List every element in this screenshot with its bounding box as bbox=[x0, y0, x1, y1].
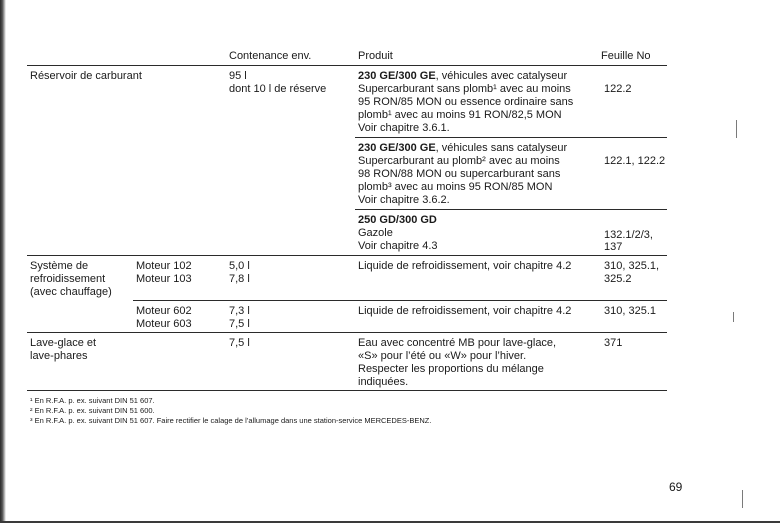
scan-mark bbox=[736, 120, 737, 138]
capacity-value: 7,5 l bbox=[229, 337, 250, 349]
product-title: 250 GD/300 GD bbox=[358, 214, 437, 226]
product-line: Respecter les proportions du mélange bbox=[358, 363, 544, 375]
engine-label: Moteur 103 bbox=[136, 273, 192, 285]
footnote: ³ En R.F.A. p. ex. suivant DIN 51 607. Faire rectifier le calage de l’allumage dans une station-service MERCEDES-BENZ. bbox=[30, 416, 432, 425]
engine-label: Moteur 603 bbox=[136, 318, 192, 330]
product-line: Supercarburant sans plomb¹ avec au moins bbox=[358, 83, 571, 95]
product-line: Gazole bbox=[358, 227, 393, 239]
sheet-number: 132.1/2/3, bbox=[604, 229, 653, 241]
product-title: 230 GE/300 GE, véhicules avec catalyseur bbox=[358, 70, 568, 82]
product-title: 230 GE/300 GE, véhicules sans catalyseur bbox=[358, 142, 568, 154]
sheet-number: 122.2 bbox=[604, 83, 632, 95]
product-line: indiquées. bbox=[358, 376, 409, 388]
product-line: 95 RON/85 MON ou essence ordinaire sans bbox=[358, 96, 574, 108]
washer-label: lave-phares bbox=[30, 350, 88, 362]
table-bottom-rule bbox=[27, 390, 667, 391]
fuel-capacity: 95 l bbox=[229, 70, 247, 82]
engine-label: Moteur 102 bbox=[136, 260, 192, 272]
sheet-number: 310, 325.1 bbox=[604, 305, 656, 317]
fuel-tank-label: Réservoir de carburant bbox=[30, 70, 142, 82]
fuel-reserve: dont 10 l de réserve bbox=[229, 83, 327, 95]
product-line: «S» pour l’été ou «W» pour l’hiver. bbox=[358, 350, 527, 362]
sheet-number: 325.2 bbox=[604, 273, 632, 285]
scan-mark bbox=[733, 312, 734, 322]
capacity-value: 7,3 l bbox=[229, 305, 250, 317]
product-line: 98 RON/88 MON ou supercarburant sans bbox=[358, 168, 561, 180]
product-line: plomb³ avec au moins 95 RON/85 MON bbox=[358, 181, 553, 193]
page-number: 69 bbox=[669, 480, 683, 494]
product-line: Eau avec concentré MB pour lave-glace, bbox=[358, 337, 557, 349]
product-line: Voir chapitre 3.6.1. bbox=[358, 122, 450, 134]
washer-label: Lave-glace et bbox=[30, 337, 97, 349]
footnote: ¹ En R.F.A. p. ex. suivant DIN 51 607. bbox=[30, 396, 155, 405]
sheet-number: 371 bbox=[604, 337, 623, 349]
row-rule bbox=[355, 209, 667, 210]
scan-mark bbox=[742, 490, 743, 508]
product-line: Voir chapitre 4.3 bbox=[358, 240, 438, 252]
sheet-number: 310, 325.1, bbox=[604, 260, 660, 272]
product-line: Voir chapitre 3.6.2. bbox=[358, 194, 450, 206]
header-capacity: Contenance env. bbox=[229, 50, 312, 62]
product-line: Liquide de refroidissement, voir chapitre 4.2 bbox=[358, 260, 572, 272]
scan-edge-left bbox=[0, 0, 6, 523]
sheet-number: 122.1, 122.2 bbox=[604, 155, 666, 167]
row-rule bbox=[27, 255, 667, 256]
product-line: Supercarburant au plomb² avec au moins bbox=[358, 155, 560, 167]
capacity-value: 7,5 l bbox=[229, 318, 250, 330]
cooling-label: refroidissement bbox=[30, 273, 106, 285]
product-line: Liquide de refroidissement, voir chapitre 4.2 bbox=[358, 305, 572, 317]
footnote: ² En R.F.A. p. ex. suivant DIN 51 600. bbox=[30, 406, 155, 415]
header-rule bbox=[27, 65, 667, 66]
header-sheet: Feuille No bbox=[601, 50, 651, 62]
row-rule bbox=[27, 332, 667, 333]
sheet-number: 137 bbox=[604, 241, 623, 253]
cooling-label: Système de bbox=[30, 260, 89, 272]
capacity-value: 5,0 l bbox=[229, 260, 250, 272]
product-line: plomb¹ avec au moins 91 RON/82,5 MON bbox=[358, 109, 562, 121]
capacity-value: 7,8 l bbox=[229, 273, 250, 285]
row-rule bbox=[133, 300, 667, 301]
cooling-label: (avec chauffage) bbox=[30, 286, 112, 298]
header-product: Produit bbox=[358, 50, 393, 62]
engine-label: Moteur 602 bbox=[136, 305, 192, 317]
row-rule bbox=[355, 137, 667, 138]
